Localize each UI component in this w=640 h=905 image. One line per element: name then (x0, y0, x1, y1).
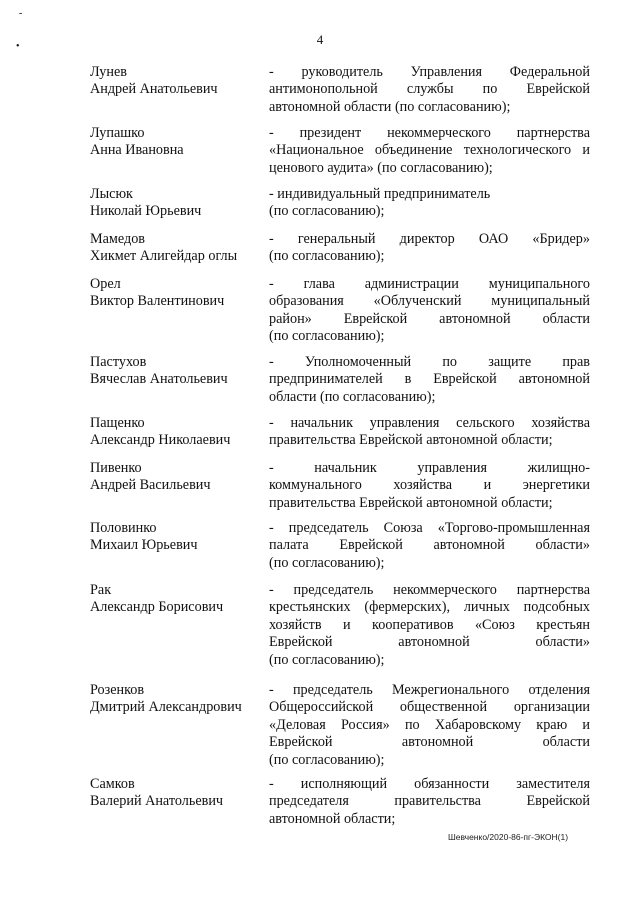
member-name (90, 582, 270, 617)
role-line: (по согласованию); (269, 751, 385, 768)
role-line: «Национальное объединение технологического и (269, 142, 590, 159)
member-surname: Орел (90, 276, 121, 292)
role-line: хозяйств и кооперативов «Союз крестьян (269, 616, 590, 633)
member-role (269, 682, 590, 769)
role-line: автономной области; (269, 810, 396, 827)
member-role (269, 125, 590, 177)
role-line: Еврейской автономной области (269, 734, 590, 751)
role-line: «Деловая Россия» по Хабаровскому краю и (269, 716, 590, 733)
member-name (90, 276, 270, 311)
role-line: предпринимателей в Еврейской автономной (269, 371, 590, 388)
member-role (269, 276, 590, 346)
member-given-name: Вячеслав Анатольевич (90, 371, 228, 388)
member-given-name: Андрей Анатольевич (90, 81, 218, 98)
role-line: район» Еврейской автономной области (269, 310, 590, 327)
role-line: (по согласованию); (269, 328, 385, 345)
member-name (90, 460, 270, 495)
role-line: Общероссийской общественной организации (269, 699, 590, 716)
page-number: 4 (316, 32, 324, 47)
member-surname: Половинко (90, 520, 157, 536)
member-surname: Лупашко (90, 125, 145, 141)
role-line: председателя правительства Еврейской (269, 793, 590, 810)
member-given-name: Дмитрий Александрович (90, 699, 242, 716)
member-given-name: Александр Борисович (90, 599, 224, 616)
member-name (90, 231, 270, 266)
member-role (269, 64, 590, 116)
role-line: (по согласованию); (269, 248, 385, 265)
role-line: области (по согласованию); (269, 388, 436, 405)
member-given-name: Михаил Юрьевич (90, 537, 198, 554)
role-line: коммунального хозяйства и энергетики (269, 477, 590, 494)
member-surname: Рак (90, 582, 112, 598)
role-line: (по согласованию); (269, 651, 385, 668)
member-given-name: Виктор Валентинович (90, 293, 225, 310)
scan-mark-top: - (19, 8, 23, 19)
member-name (90, 776, 270, 811)
role-line: правительства Еврейской автономной области; (269, 494, 553, 511)
scan-mark-bullet: • (16, 41, 20, 52)
role-line: автономной области (по согласованию); (269, 98, 511, 115)
role-line: - начальник управления сельского хозяйства (269, 415, 590, 431)
member-name (90, 125, 270, 160)
member-given-name: Анна Ивановна (90, 142, 184, 159)
role-line: ценового аудита» (по согласованию); (269, 159, 493, 176)
role-line: антимонопольной службы по Еврейской (269, 81, 590, 98)
role-line: палата Еврейской автономной области» (269, 537, 590, 554)
role-line: - председатель Союза «Торгово-промышленная (269, 520, 590, 536)
role-line: крестьянских (фермерских), личных подсобных (269, 599, 590, 616)
member-surname: Пащенко (90, 415, 145, 431)
member-role (269, 520, 590, 572)
role-line: Еврейской автономной области» (269, 634, 590, 651)
role-line: правительства Еврейской автономной области; (269, 432, 553, 449)
member-surname: Пивенко (90, 460, 142, 476)
member-name (90, 354, 270, 389)
role-line: - начальник управления жилищно- (269, 460, 590, 476)
document-reference-footer: Шевченко/2020-86-пг-ЭКОН(1) (448, 832, 569, 842)
member-given-name: Андрей Васильевич (90, 477, 211, 494)
role-line: - Уполномоченный по защите прав (269, 354, 590, 370)
member-given-name: Николай Юрьевич (90, 203, 202, 220)
member-surname: Лысюк (90, 186, 133, 202)
role-line: - индивидуальный предприниматель (269, 186, 491, 202)
member-name (90, 520, 270, 555)
role-line: (по согласованию); (269, 554, 385, 571)
role-line: - председатель некоммерческого партнерства (269, 582, 590, 598)
member-name (90, 186, 270, 221)
member-role (269, 354, 590, 406)
role-line: - руководитель Управления Федеральной (269, 64, 590, 80)
role-line: - глава администрации муниципального (269, 276, 590, 292)
member-surname: Розенков (90, 682, 145, 698)
role-line: - председатель Межрегионального отделения (269, 682, 590, 698)
member-role (269, 460, 590, 512)
member-role (269, 231, 590, 266)
role-line: - президент некоммерческого партнерства (269, 125, 590, 141)
role-line: - исполняющий обязанности заместителя (269, 776, 590, 792)
member-role (269, 186, 590, 221)
member-name (90, 682, 270, 717)
role-line: образования «Облученский муниципальный (269, 293, 590, 310)
member-name (90, 415, 270, 450)
member-given-name: Валерий Анатольевич (90, 793, 224, 810)
member-surname: Мамедов (90, 231, 146, 247)
member-surname: Лунев (90, 64, 127, 80)
member-surname: Самков (90, 776, 135, 792)
role-line: (по согласованию); (269, 203, 385, 220)
member-role (269, 776, 590, 828)
member-given-name: Александр Николаевич (90, 432, 231, 449)
member-role (269, 582, 590, 669)
member-name (90, 64, 270, 99)
member-role (269, 415, 590, 450)
member-given-name: Хикмет Алигейдар оглы (90, 248, 238, 265)
member-surname: Пастухов (90, 354, 147, 370)
role-line: - генеральный директор ОАО «Бридер» (269, 231, 590, 247)
